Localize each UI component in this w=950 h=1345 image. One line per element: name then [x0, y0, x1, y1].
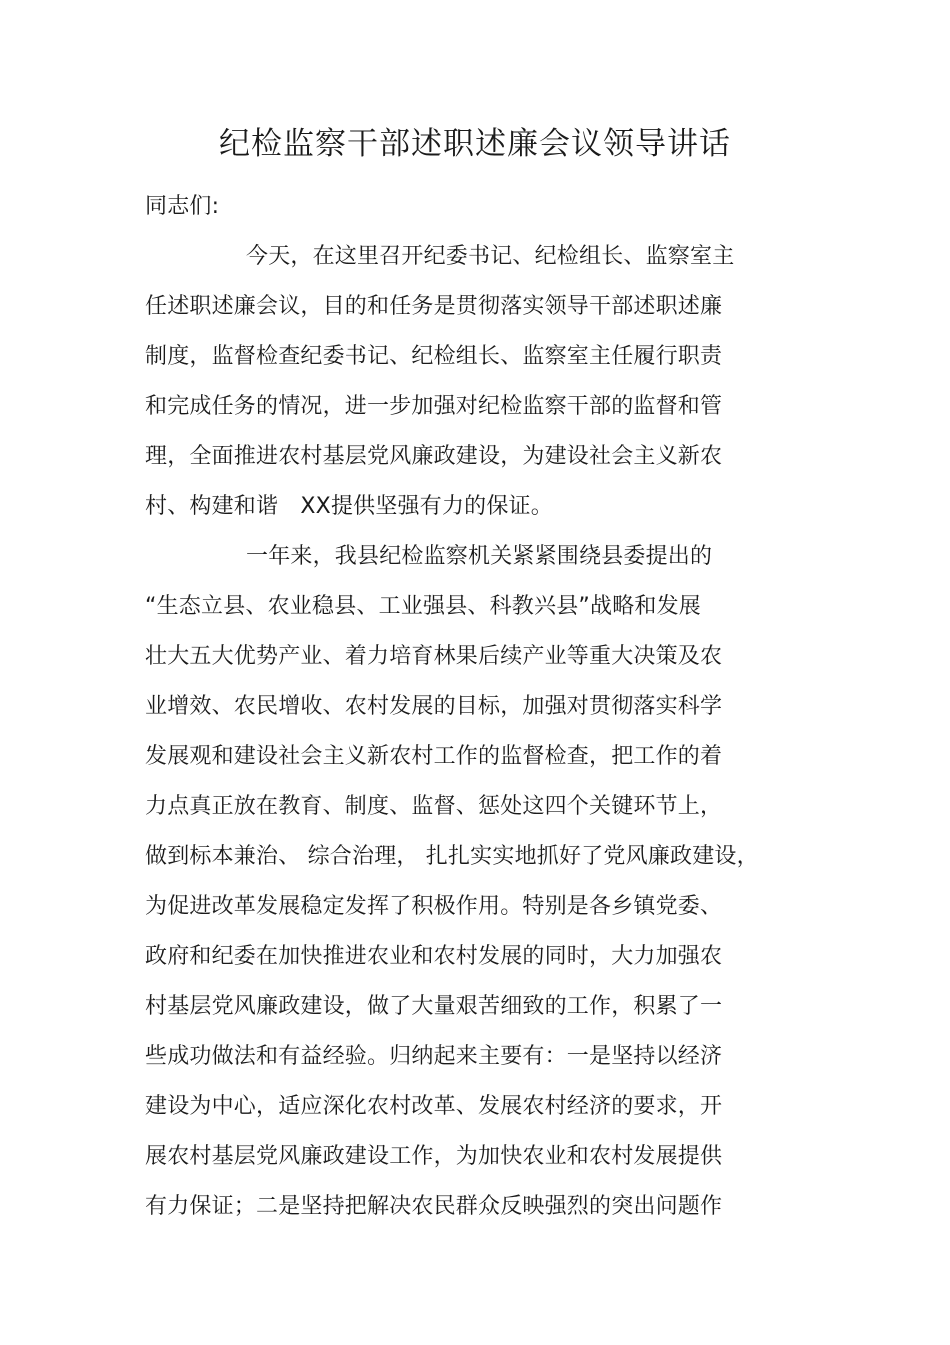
document-title: 纪检监察干部述职述廉会议领导讲话 [219, 126, 731, 162]
paragraph-line: 业增效、农民增收、农村发展的目标，加强对贯彻落实科学 [145, 694, 723, 719]
paragraph-line: 有力保证；二是坚持把解决农民群众反映强烈的突出问题作 [145, 1194, 723, 1219]
paragraph-line: 制度，监督检查纪委书记、纪检组长、监察室主任履行职责 [145, 344, 723, 369]
paragraph-line: 壮大五大优势产业、着力培育林果后续产业等重大决策及农 [145, 644, 723, 669]
paragraph-line: 些成功做法和有益经验。归纳起来主要有：一是坚持以经济 [145, 1044, 723, 1069]
paragraph-line: 力点真正放在教育、制度、监督、惩处这四个关键环节上， [145, 794, 723, 819]
paragraph-line: 展农村基层党风廉政建设工作，为加快农业和农村发展提供 [145, 1144, 723, 1169]
paragraph-line: 为促进改革发展稳定发挥了积极作用。特别是各乡镇党委、 [145, 894, 723, 919]
paragraph-line: 做到标本兼治、 综合治理， 扎扎实实地抓好了党风廉政建设， [145, 844, 759, 869]
paragraph-line: 理，全面推进农村基层党风廉政建设，为建设社会主义新农 [145, 444, 723, 469]
paragraph-line: 和完成任务的情况，进一步加强对纪检监察干部的监督和管 [145, 394, 723, 419]
paragraph-line: 发展观和建设社会主义新农村工作的监督检查，把工作的着 [145, 744, 723, 769]
paragraph-line: 村基层党风廉政建设，做了大量艰苦细致的工作，积累了一 [145, 994, 723, 1019]
paragraph-line: 政府和纪委在加快推进农业和农村发展的同时，大力加强农 [145, 944, 723, 969]
paragraph-line: “生态立县、农业稳县、工业强县、科教兴县”战略和发展 [145, 594, 701, 619]
paragraph-line: 一年来，我县纪检监察机关紧紧围绕县委提出的 [246, 544, 713, 569]
paragraph-line: 任述职述廉会议，目的和任务是贯彻落实领导干部述职述廉 [145, 294, 723, 319]
paragraph-line: 今天，在这里召开纪委书记、纪检组长、监察室主 [246, 244, 735, 269]
salutation: 同志们: [145, 194, 220, 219]
paragraph-line: 村、构建和谐 XX提供坚强有力的保证。 [145, 494, 553, 519]
paragraph-line: 建设为中心，适应深化农村改革、发展农村经济的要求，开 [145, 1094, 723, 1119]
